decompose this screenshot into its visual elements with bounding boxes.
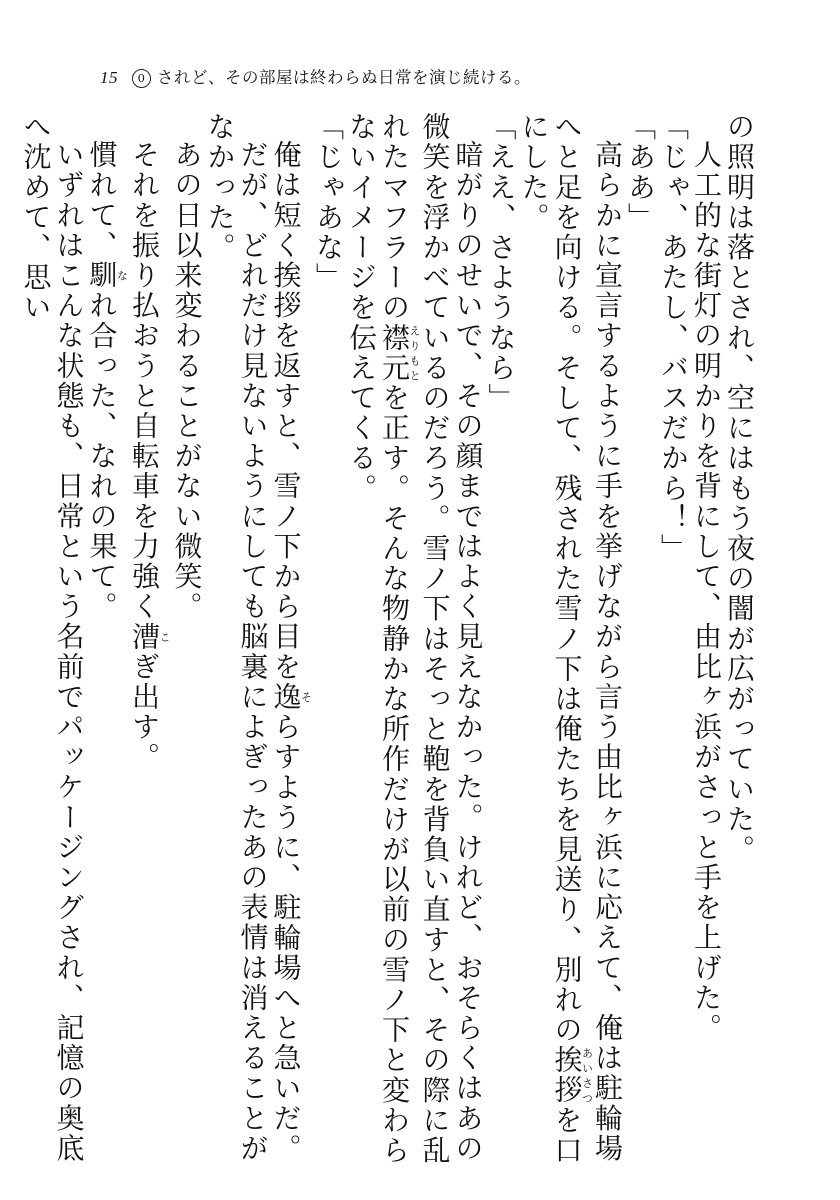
ruby-reading: そ [299, 681, 313, 712]
text-run: いずれはこんな状態も、日常という名前でパッケージングされ、記憶の奥底へ沈めて、思い [19, 112, 86, 1164]
text-run: 人工的な街灯の明かりを背にして、由比ヶ浜がさっと手を上げた。 [690, 140, 723, 1043]
ruby-base: 逸 [269, 681, 303, 712]
paragraph [723, 112, 756, 1172]
paragraph [690, 112, 723, 1172]
paragraph [657, 112, 690, 1172]
ruby-base: 馴 [85, 260, 119, 291]
paragraph [312, 112, 345, 1172]
text-run: 「ああ」 [624, 112, 657, 233]
ruby-reading: えりもと [408, 322, 421, 383]
text-run: ぎ出す。 [128, 651, 161, 773]
chapter-title: されど、その部屋は終わらぬ日常を演じ続ける。 [157, 68, 531, 87]
paragraph [485, 112, 518, 1172]
text-run: 慣れて、 [85, 140, 119, 261]
text-run: を口にした。 [517, 112, 584, 1166]
text-run: 暗がりのせいで、その顔まではよく見えなかった。けれど、おそらくはあの微笑を浮かべているのだろう。雪ノ下はそっと鞄を背負い直すと、その際に乱れたマフラーの [378, 112, 485, 1166]
text-run: れ合った、なれの果て。 [85, 290, 119, 622]
ruby-reading: な [115, 260, 129, 291]
text-run: を正す。そんな物静かな所作だけが以前の雪ノ下と変わらないイメージを伝えてくる。 [345, 112, 411, 1166]
paragraph [345, 112, 485, 1172]
ruby-base: 挨拶 [550, 1045, 584, 1106]
ruby-base: 襟元 [378, 322, 411, 383]
paragraph [20, 112, 86, 1172]
paragraph [86, 112, 129, 1172]
text-run: 「ええ、さようなら」 [484, 112, 518, 413]
ruby-reading: あいさつ [580, 1045, 594, 1106]
text-run: 俺は短く挨拶を返すと、雪ノ下から目を [269, 140, 303, 682]
text-run: 「じゃ、あたし、バスだから！」 [657, 112, 690, 564]
running-header [100, 64, 531, 94]
paragraph [624, 112, 657, 1172]
ruby-base: 漕 [128, 621, 161, 652]
text-run: 高らかに宣言するように手を挙げながら言う由比ヶ浜に応えて、俺は駐輪場へと足を向ける。そして、残された雪ノ下は俺たちを見送り、別れの [550, 112, 624, 1164]
ruby-annotated-word [378, 322, 421, 383]
paragraph [518, 112, 625, 1172]
text-run: の照明は落とされ、空にはもう夜の闇が広がっていた。 [723, 112, 756, 865]
vertical-body-text [19, 112, 756, 1172]
ruby-annotated-word [128, 621, 171, 652]
text-run: らすように、駐輪場へと急いだ。 [269, 711, 303, 1164]
ruby-annotated-word [550, 1045, 594, 1106]
paragraph [171, 112, 204, 1172]
text-run: それを振り払おうと自転車を力強く [128, 140, 161, 622]
ruby-reading: こ [158, 621, 171, 652]
ruby-annotated-word [269, 681, 313, 712]
page-number: 15 [100, 68, 118, 87]
ruby-annotated-word [85, 260, 129, 291]
text-run: あの日以来変わることがない微笑。 [170, 140, 204, 622]
text-run: 「じゃあな」 [312, 112, 345, 293]
paragraph [204, 112, 270, 1172]
text-run: だが、どれだけ見ないようにしても脳裏によぎったあの表情は消えることがなかった。 [203, 112, 270, 1164]
paragraph [128, 112, 171, 1172]
chapter-number-badge: 0 [132, 69, 151, 88]
paragraph [270, 112, 313, 1172]
